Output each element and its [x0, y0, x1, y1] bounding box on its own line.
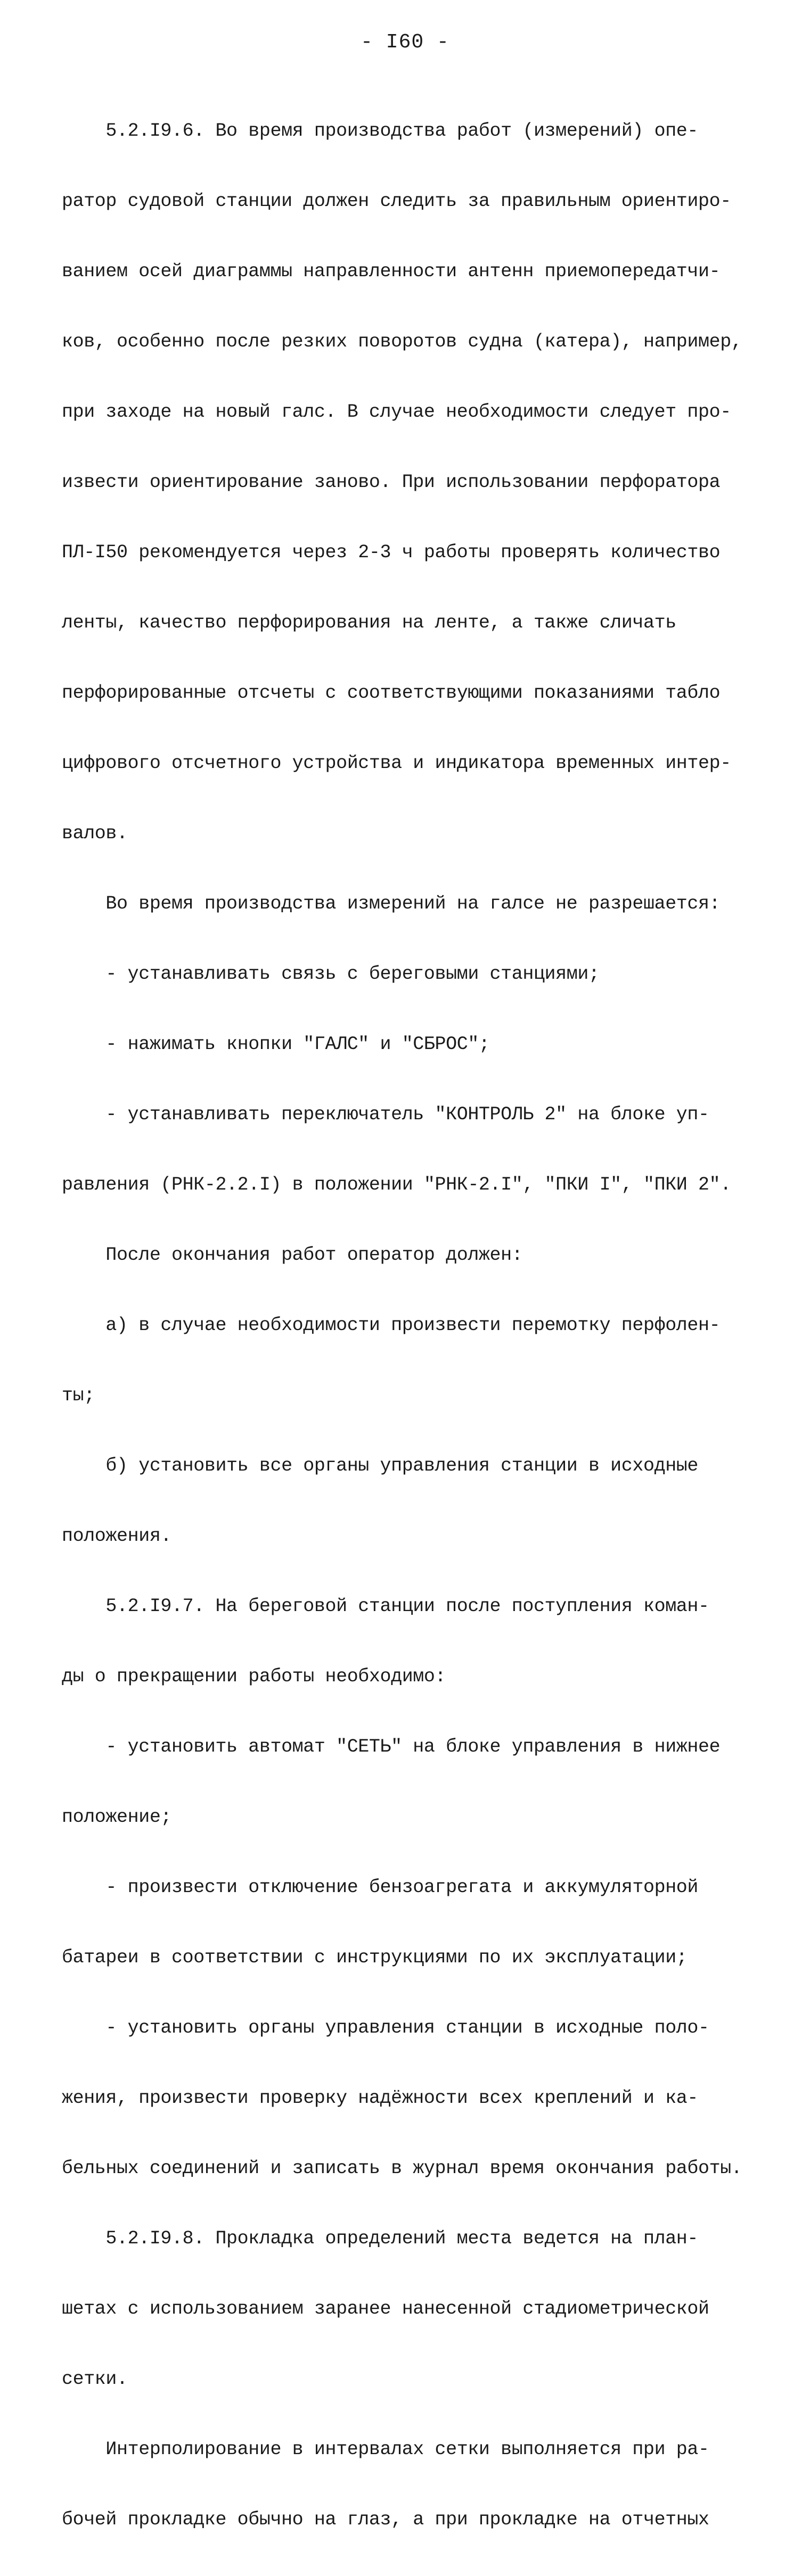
text-line: После окончания работ оператор должен:	[62, 1244, 523, 1266]
text-line: 5.2.I9.7. На береговой станции после поступления коман-	[62, 1596, 709, 1617]
text-line: Интерполирование в интервалах сетки выполняется при ра-	[62, 2439, 709, 2460]
text-line: - нажимать кнопки "ГАЛС" и "СБРОС";	[62, 1034, 490, 1055]
text-line: ты;	[62, 1385, 95, 1406]
text-line: при заходе на новый галс. В случае необходимости следует про-	[62, 401, 731, 423]
text-line: ков, особенно после резких поворотов судна (катера), например,	[62, 331, 742, 352]
text-line: Во время производства измерений на галсе не разрешается:	[62, 893, 721, 914]
text-line: положения.	[62, 1525, 172, 1547]
text-line: цифрового отсчетного устройства и индикатора временных интер-	[62, 753, 731, 774]
page-number: - I60 -	[361, 31, 449, 54]
text-line: ды о прекращении работы необходимо:	[62, 1666, 446, 1687]
text-line: бельных соединений и записать в журнал время окончания работы.	[62, 2158, 742, 2179]
text-line: а) в случае необходимости произвести перемотку перфолен-	[62, 1315, 721, 1336]
text-line: жения, произвести проверку надёжности всех креплений и ка-	[62, 2087, 698, 2109]
text-line: положение;	[62, 1806, 172, 1828]
text-line: - произвести отключение бензоагрегата и аккумуляторной	[62, 1877, 698, 1898]
text-line: 5.2.I9.6. Во время производства работ (измерений) опе-	[62, 120, 698, 142]
text-line: бочей прокладке обычно на глаз, а при прокладке на отчетных	[62, 2509, 709, 2530]
text-line: ленты, качество перфорирования на ленте, а также сличать	[62, 612, 676, 633]
text-line: ратор судовой станции должен следить за правильным ориентиро-	[62, 191, 731, 212]
text-line: 5.2.I9.8. Прокладка определений места ведется на план-	[62, 2228, 698, 2249]
body-text	[62, 75, 770, 2576]
text-line: валов.	[62, 823, 128, 844]
text-line: ванием осей диаграммы направленности антенн приемопередатчи-	[62, 261, 721, 282]
text-line: - установить автомат "СЕТЬ" на блоке управления в нижнее	[62, 1736, 721, 1757]
text-line: шетах с использованием заранее нанесенной стадиометрической	[62, 2298, 709, 2319]
text-line: - устанавливать переключатель "КОНТРОЛЬ 2" на блоке уп-	[62, 1104, 709, 1125]
text-line: ПЛ-I50 рекомендуется через 2-3 ч работы проверять количество	[62, 542, 721, 563]
text-line: - устанавливать связь с береговыми станциями;	[62, 963, 600, 985]
text-line: сетки.	[62, 2368, 128, 2390]
text-line: равления (РНК-2.2.I) в положении "РНК-2.I", "ПКИ I", "ПКИ 2".	[62, 1174, 731, 1195]
text-line: извести ориентирование заново. При использовании перфоратора	[62, 472, 721, 493]
text-line: - установить органы управления станции в исходные поло-	[62, 2017, 709, 2038]
text-line: батареи в соответствии с инструкциями по их эксплуатации;	[62, 1947, 688, 1968]
text-line: перфорированные отсчеты с соответствующими показаниями табло	[62, 682, 721, 704]
text-line: б) установить все органы управления станции в исходные	[62, 1455, 698, 1476]
